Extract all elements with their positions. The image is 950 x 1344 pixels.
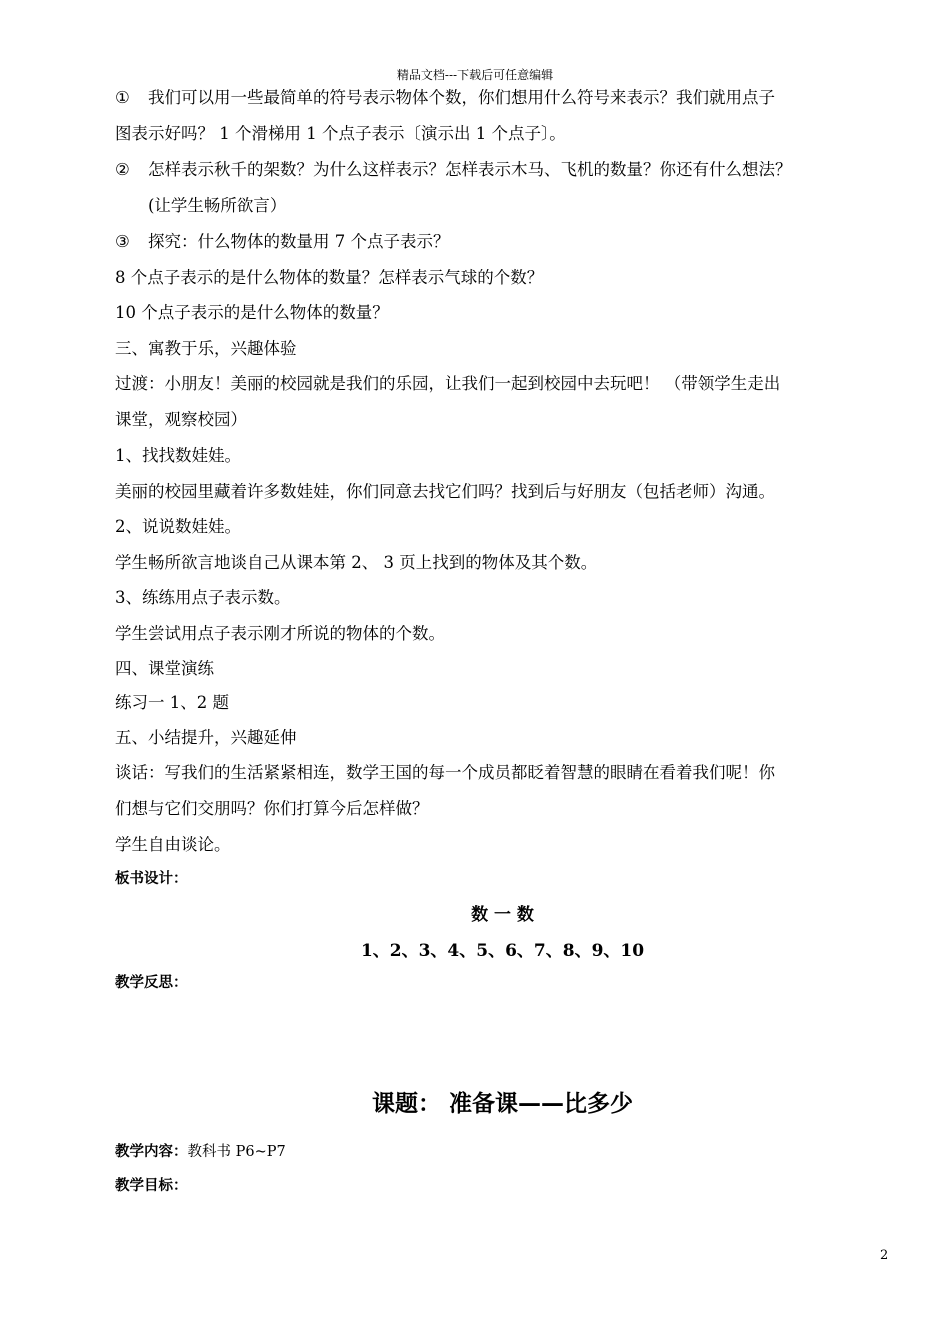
activity-1-heading: 1、找找数娃娃。 xyxy=(115,446,241,465)
question-3-text: 探究：什么物体的数量用 7 个点子表示？ xyxy=(148,232,450,251)
section-4-heading: 四、课堂演练 xyxy=(115,659,214,678)
transition-line-2: 课堂，观察校园） xyxy=(115,410,247,429)
board-design-label: 板书设计： xyxy=(115,871,188,887)
page-header: 精品文档---下载后可任意编辑 xyxy=(396,68,554,82)
eight-dots-line: 8 个点子表示的是什么物体的数量？怎样表示气球的个数？ xyxy=(115,268,544,287)
board-numbers: 1、2、3、4、5、6、7、8、9、10 xyxy=(360,941,645,961)
transition-line-1: 过渡：小朋友！美丽的校园就是我们的乐园，让我们一起到校园中去玩吧！ （带领学生走出 xyxy=(115,374,781,393)
circled-number-3: ③ xyxy=(115,232,130,251)
discussion-line: 学生自由谈论。 xyxy=(115,835,231,854)
page-number: 2 xyxy=(880,1248,889,1263)
reflection-label: 教学反思： xyxy=(115,975,188,991)
activity-3-text: 学生尝试用点子表示刚才所说的物体的个数。 xyxy=(115,624,445,643)
talk-line-2: 们想与它们交朋吗？你们打算今后怎样做？ xyxy=(115,799,429,818)
lesson-goal-label: 教学目标： xyxy=(115,1178,188,1194)
activity-2-text: 学生畅所欲言地谈自己从课本第 2、 3 页上找到的物体及其个数。 xyxy=(115,553,598,572)
board-title: 数 一 数 xyxy=(471,905,534,925)
question-3-line xyxy=(115,232,450,252)
activity-1-text: 美丽的校园里藏着许多数娃娃，你们同意去找它们吗？找到后与好朋友（包括老师）沟通。 xyxy=(115,482,775,501)
question-1-line-1 xyxy=(115,88,775,108)
activity-3-heading: 3、练练用点子表示数。 xyxy=(115,588,291,607)
ten-dots-line: 10 个点子表示的是什么物体的数量？ xyxy=(115,303,389,322)
lesson-content-line xyxy=(115,1142,286,1162)
question-2-line-1 xyxy=(115,160,792,180)
circled-number-2: ② xyxy=(115,160,130,179)
lesson-content-label: 教学内容： xyxy=(115,1144,188,1160)
circled-number-1: ① xyxy=(115,88,130,107)
question-2-line-2: (让学生畅所欲言） xyxy=(148,196,287,215)
section-3-heading: 三、寓教于乐，兴趣体验 xyxy=(115,339,297,358)
talk-line-1: 谈话：写我们的生活紧紧相连，数学王国的每一个成员都眨着智慧的眼睛在看着我们呢！你 xyxy=(115,763,775,782)
exercise-line: 练习一 1、2 题 xyxy=(115,693,229,712)
lesson-content-value: 教科书 P6~P7 xyxy=(187,1144,286,1160)
section-5-heading: 五、小结提升，兴趣延伸 xyxy=(115,728,297,747)
question-1-text: 我们可以用一些最简单的符号表示物体个数，你们想用什么符号来表示？我们就用点子 xyxy=(148,88,775,107)
question-2-text: 怎样表示秋千的架数？为什么这样表示？怎样表示木马、飞机的数量？你还有什么想法？ xyxy=(148,160,792,179)
lesson-title: 课题： 准备课——比多少 xyxy=(371,1091,633,1117)
activity-2-heading: 2、说说数娃娃。 xyxy=(115,517,241,536)
question-1-line-2: 图表示好吗？ 1 个滑梯用 1 个点子表示〔演示出 1 个点子〕。 xyxy=(115,124,566,143)
